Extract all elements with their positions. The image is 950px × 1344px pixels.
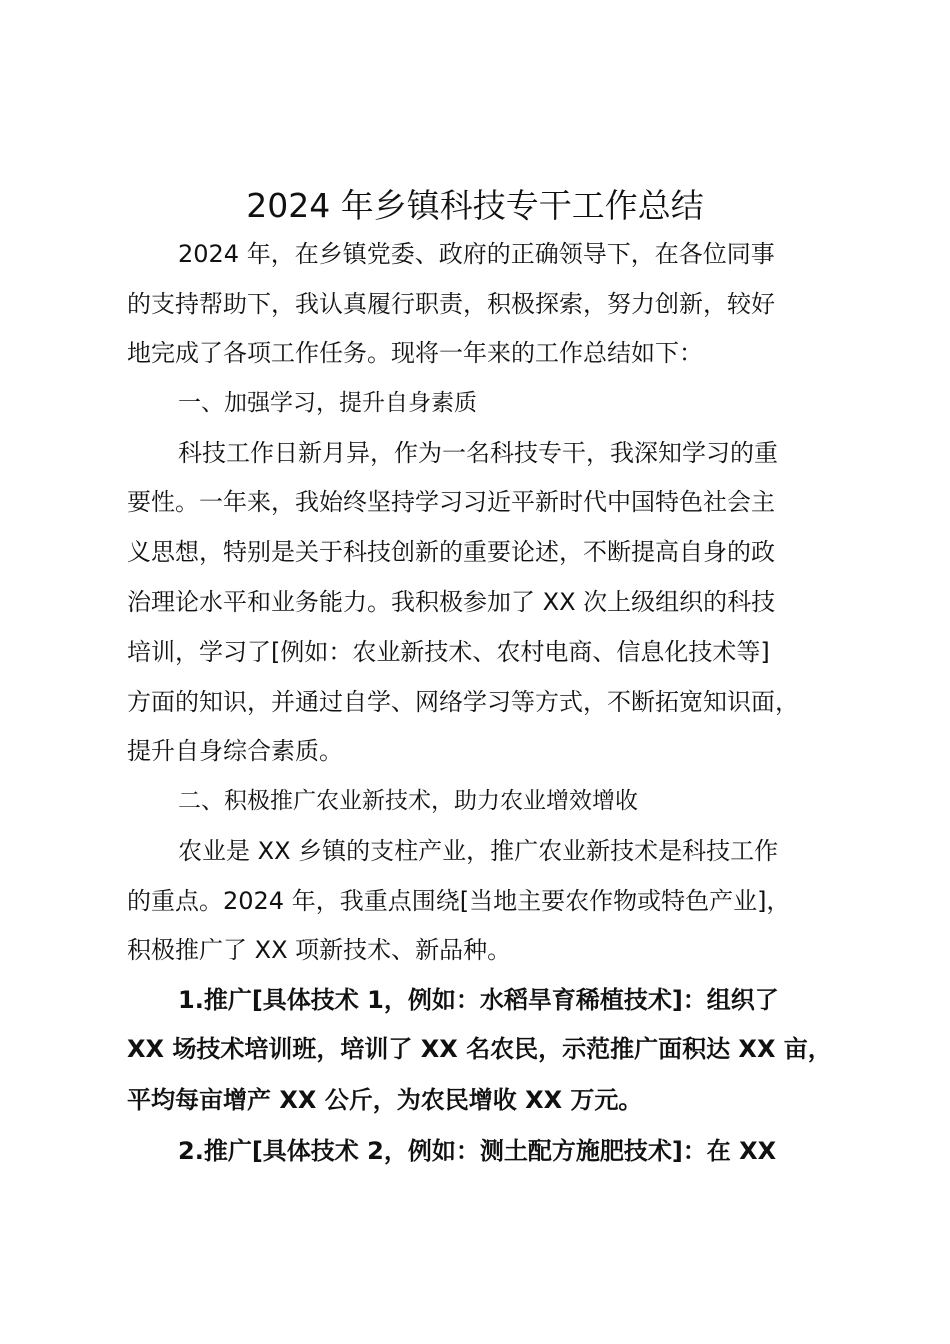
paragraph-line: 的支持帮助下，我认真履行职责，积极探索，努力创新，较好 xyxy=(127,290,775,318)
bold-paragraph-line: 1.推广[具体技术 1，例如：水稻旱育稀植技术]：组织了 xyxy=(178,986,779,1014)
section-heading: 一、加强学习，提升自身素质 xyxy=(178,390,477,416)
bold-paragraph-line: 2.推广[具体技术 2，例如：测土配方施肥技术]：在 XX xyxy=(178,1137,777,1165)
paragraph-line: 义思想，特别是关于科技创新的重要论述，不断提高自身的政 xyxy=(127,538,775,566)
paragraph-line: 2024 年，在乡镇党委、政府的正确领导下，在各位同事 xyxy=(178,240,775,268)
paragraph-line: 要性。一年来，我始终坚持学习习近平新时代中国特色社会主 xyxy=(127,488,775,516)
paragraph-line: 地完成了各项工作任务。现将一年来的工作总结如下： xyxy=(127,339,703,367)
paragraph-line: 治理论水平和业务能力。我积极参加了 XX 次上级组织的科技 xyxy=(127,588,776,616)
document-title: 2024 年乡镇科技专干工作总结 xyxy=(246,186,704,225)
paragraph-line: 农业是 XX 乡镇的支柱产业，推广农业新技术是科技工作 xyxy=(178,837,779,865)
paragraph-line: 积极推广了 XX 项新技术、新品种。 xyxy=(127,936,512,964)
paragraph-line: 方面的知识，并通过自学、网络学习等方式，不断拓宽知识面， xyxy=(127,688,799,716)
paragraph-line: 科技工作日新月异，作为一名科技专干，我深知学习的重 xyxy=(178,439,778,467)
bold-paragraph-line: XX 场技术培训班，培训了 XX 名农民，示范推广面积达 XX 亩， xyxy=(127,1035,832,1063)
paragraph-line: 的重点。2024 年，我重点围绕[当地主要农作物或特色产业]， xyxy=(127,887,791,915)
paragraph-line: 培训，学习了[例如：农业新技术、农村电商、信息化技术等] xyxy=(127,638,770,666)
bold-paragraph-line: 平均每亩增产 XX 公斤，为农民增收 XX 万元。 xyxy=(127,1086,643,1114)
section-heading: 二、积极推广农业新技术，助力农业增效增收 xyxy=(178,788,638,814)
paragraph-line: 提升自身综合素质。 xyxy=(127,737,343,765)
